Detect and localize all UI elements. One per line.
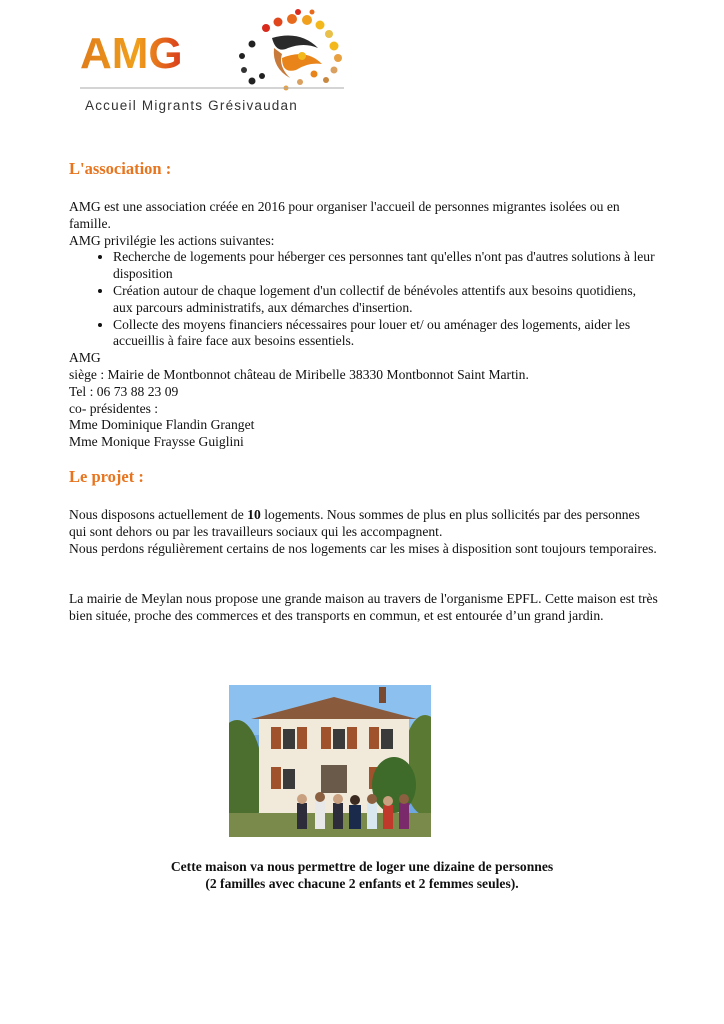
association-intro-2: AMG privilégie les actions suivantes: (69, 232, 275, 248)
logo-subtitle: Accueil Migrants Grésivaudan (85, 98, 298, 113)
association-heading: L'association : (69, 159, 172, 178)
action-item: • Collecte des moyens financiers nécessaires pour louer et/ ou aménager des logements, aider les accueillis à faire face aux besoins essentiels. (113, 317, 659, 351)
president-2: Mme Monique Fraysse Guiglini (69, 434, 244, 450)
action-item: • Création autour de chaque logement d'un collectif de bénévoles attentifs aux besoins quotidiens, aux parcours administratifs, aux démarches d'insertion. (113, 283, 659, 317)
president-1: Mme Dominique Flandin Granget (69, 417, 255, 433)
projet-p1-after: logements. Nous sommes de plus en plus sollicités par des personnes qui sont dehors ou par les travailleurs sociaux qui les accompagnent. (69, 507, 640, 539)
association-section (69, 199, 659, 451)
swirl-dots-icon (239, 9, 342, 91)
association-intro-1: AMG est une association créée en 2016 pour organiser l'accueil de personnes migrantes isolées ou en famille. (69, 199, 620, 231)
amg-logo-graphic (76, 8, 346, 100)
caption-line-1: Cette maison va nous permettre de loger une dizaine de personnes (170, 859, 554, 874)
presidents-label: co- présidentes : (69, 400, 159, 416)
logements-count: 10 (247, 507, 261, 522)
contact-siege: siège : Mairie de Montbonnot château de Miribelle 38330 Montbonnot Saint Martin. (69, 366, 529, 382)
contact-tel: Tel : 06 73 88 23 09 (69, 383, 179, 399)
projet-paragraph-2: La mairie de Meylan nous propose une grande maison au travers de l'organisme EPFL. Cette maison est très bien située, proche des commerces et des transports en commun, et est entourée d’un grand jardin. (69, 591, 658, 623)
house-photo (229, 685, 431, 837)
projet-paragraph-1 (69, 507, 659, 557)
projet-p1-line2: Nous perdons régulièrement certains de nos logements car les mises à disposition sont toujours temporaires. (69, 540, 657, 556)
caption-line-2: (2 familles avec chacune 2 enfants et 2 femmes seules). (205, 876, 519, 891)
actions-list (69, 249, 659, 350)
projet-p1-before: Nous disposons actuellement de (69, 507, 248, 522)
action-item: • Recherche de logements pour héberger ces personnes tant qu'elles n'ont pas d'autres solutions à leur disposition (113, 249, 659, 283)
logo-wordmark: AMG (80, 29, 183, 78)
projet-heading: Le projet : (69, 467, 144, 486)
projet-p1-line1 (69, 507, 659, 541)
photo-caption (100, 858, 624, 892)
amg-logo (76, 8, 346, 114)
contact-name: AMG (69, 350, 101, 366)
